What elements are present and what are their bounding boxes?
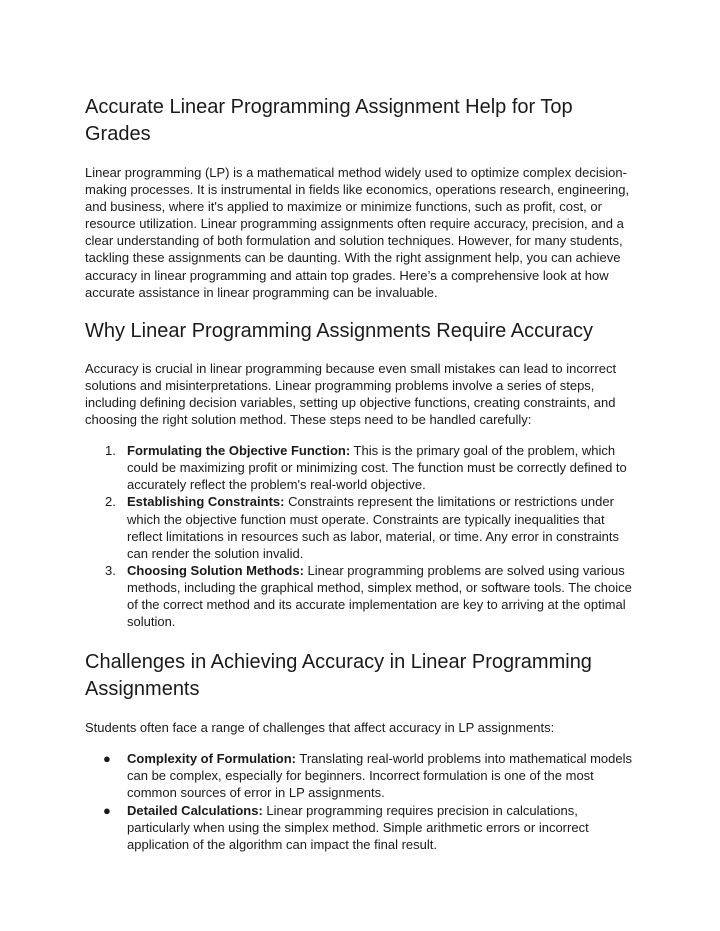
list-number: 1. bbox=[105, 443, 116, 459]
list-item bbox=[85, 442, 635, 493]
page-title: Accurate Linear Programming Assignment Help for Top Grades bbox=[85, 96, 573, 145]
list-item-term: Detailed Calculations: bbox=[127, 802, 263, 818]
list-item bbox=[85, 802, 635, 853]
list-item bbox=[85, 562, 635, 630]
section-paragraph-why-accuracy: Accuracy is crucial in linear programming because even small mistakes can lead to incorrect solutions and misinterpretations. Linear programming problems involve a series of steps, including defining decision variables, setting up objective functions, creating constraints, and choosing the right solution method. These steps need to be handled carefully: bbox=[85, 360, 617, 428]
section-paragraph-challenges: Students often face a range of challenges that affect accuracy in LP assignments: bbox=[85, 720, 555, 736]
numbered-list bbox=[85, 442, 635, 630]
list-number: 2. bbox=[105, 494, 116, 510]
list-item-text: Linear programming requires precision in calculations, particularly when using the simplex method. Simple arithmetic errors or incorrect application of the algorithm can impact the final result. bbox=[127, 802, 589, 852]
list-item-term: Complexity of Formulation: bbox=[127, 751, 296, 767]
list-item-text: Linear programming problems are solved using various methods, including the graphical method, simplex method, or software tools. The choice of the correct method and its accurate implementation are key to arriving at the optimal solution. bbox=[127, 562, 632, 630]
list-number: 3. bbox=[105, 562, 116, 578]
section-heading-challenges: Challenges in Achieving Accuracy in Linear Programming Assignments bbox=[85, 651, 592, 701]
list-item-term: Establishing Constraints: bbox=[127, 494, 285, 510]
list-item-term: Choosing Solution Methods: bbox=[127, 562, 304, 578]
section-heading-why-accuracy: Why Linear Programming Assignments Require Accuracy bbox=[85, 319, 593, 342]
bullet-icon: ● bbox=[103, 751, 111, 767]
bullet-icon: ● bbox=[103, 802, 111, 818]
list-item bbox=[85, 750, 635, 801]
list-item-text: This is the primary goal of the problem, which could be maximizing profit or minimizing cost. The function must be correctly defined to accurately reflect the problem's real-world objective. bbox=[127, 443, 627, 493]
list-item bbox=[85, 493, 635, 561]
document-body bbox=[85, 94, 635, 853]
intro-paragraph: Linear programming (LP) is a mathematical method widely used to optimize complex decision-making processes. It is instrumental in fields like economics, operations research, engineering, and business, where it's applied to maximize or minimize functions, such as profit, cost, or resource utilization. Linear programming assignments often require accuracy, precision, and a clear understanding of both formulation and solution techniques. However, for many students, tackling these assignments can be daunting. With the right assignment help, you can achieve accuracy in linear programming and attain top grades. Here’s a comprehensive look at how accurate assistance in linear programming can be invaluable. bbox=[85, 165, 630, 300]
list-item-text: Constraints represent the limitations or restrictions under which the objective function must operate. Constraints are typically inequalities that reflect limitations in resources such as labor, material, or time. Any error in constraints can render the solution invalid. bbox=[127, 494, 620, 561]
list-item-text: Translating real-world problems into mathematical models can be complex, especially for beginners. Incorrect formulation is one of the most common sources of error in LP assignments. bbox=[127, 751, 632, 801]
list-item-term: Formulating the Objective Function: bbox=[127, 443, 351, 459]
bullet-list bbox=[85, 750, 635, 853]
